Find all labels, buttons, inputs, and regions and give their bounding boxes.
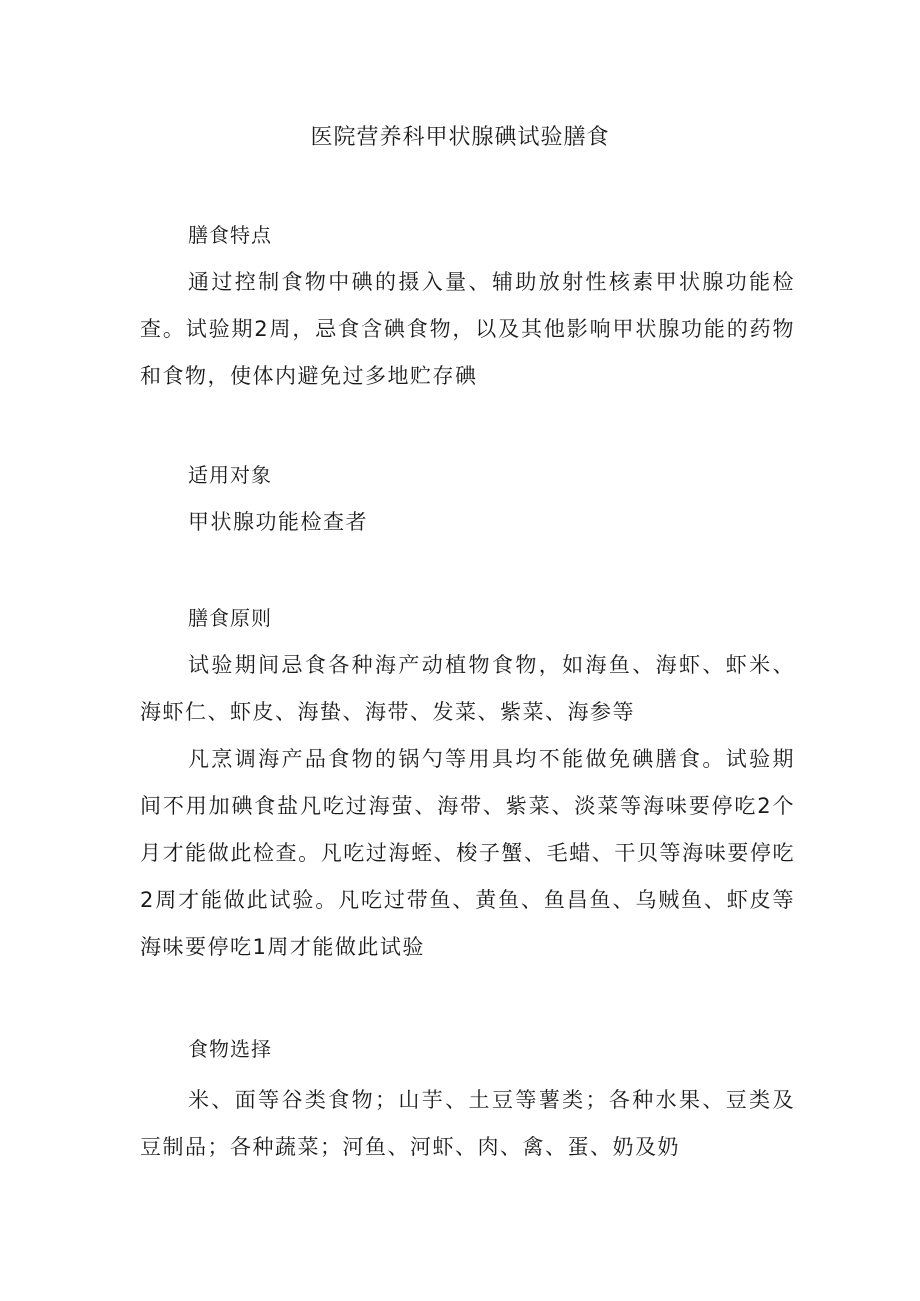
section-body-food-selection [140, 1077, 795, 1171]
section-heading-applicable-subjects: 适用对象 [188, 463, 272, 487]
section-heading-diet-principles: 膳食原则 [188, 606, 272, 630]
section-body-diet-principles [140, 642, 795, 971]
paragraph: 试验期间忌食各种海产动植物食物，如海鱼、海虾、虾米、海虾仁、虾皮、海蛰、海带、发菜、紫菜、海参等 [140, 653, 795, 724]
section-body-applicable-subjects [140, 499, 795, 546]
document-title: 医院营养科甲状腺碘试验膳食 [310, 125, 610, 150]
paragraph: 通过控制食物中碘的摄入量、辅助放射性核素甲状腺功能检查。试验期2周，忌食含碘食物，以及其他影响甲状腺功能的药物和食物，使体内避免过多地贮存碘 [140, 270, 795, 388]
section-heading-diet-features: 膳食特点 [188, 223, 272, 247]
paragraph: 凡烹调海产品食物的锅勺等用具均不能做免碘膳食。试验期间不用加碘食盐凡吃过海萤、海带、紫菜、淡菜等海味要停吃2个月才能做此检查。凡吃过海蛭、梭子蟹、毛蜡、干贝等海味要停吃2周才能做此试验。凡吃过带鱼、黄鱼、鱼昌鱼、乌贼鱼、虾皮等海味要停吃1周才能做此试验 [140, 747, 795, 959]
section-heading-food-selection: 食物选择 [188, 1037, 272, 1061]
paragraph: 米、面等谷类食物；山芋、土豆等薯类；各种水果、豆类及豆制品；各种蔬菜；河鱼、河虾、肉、禽、蛋、奶及奶 [140, 1088, 795, 1159]
paragraph: 甲状腺功能检查者 [188, 510, 368, 534]
section-body-diet-features [140, 259, 795, 400]
